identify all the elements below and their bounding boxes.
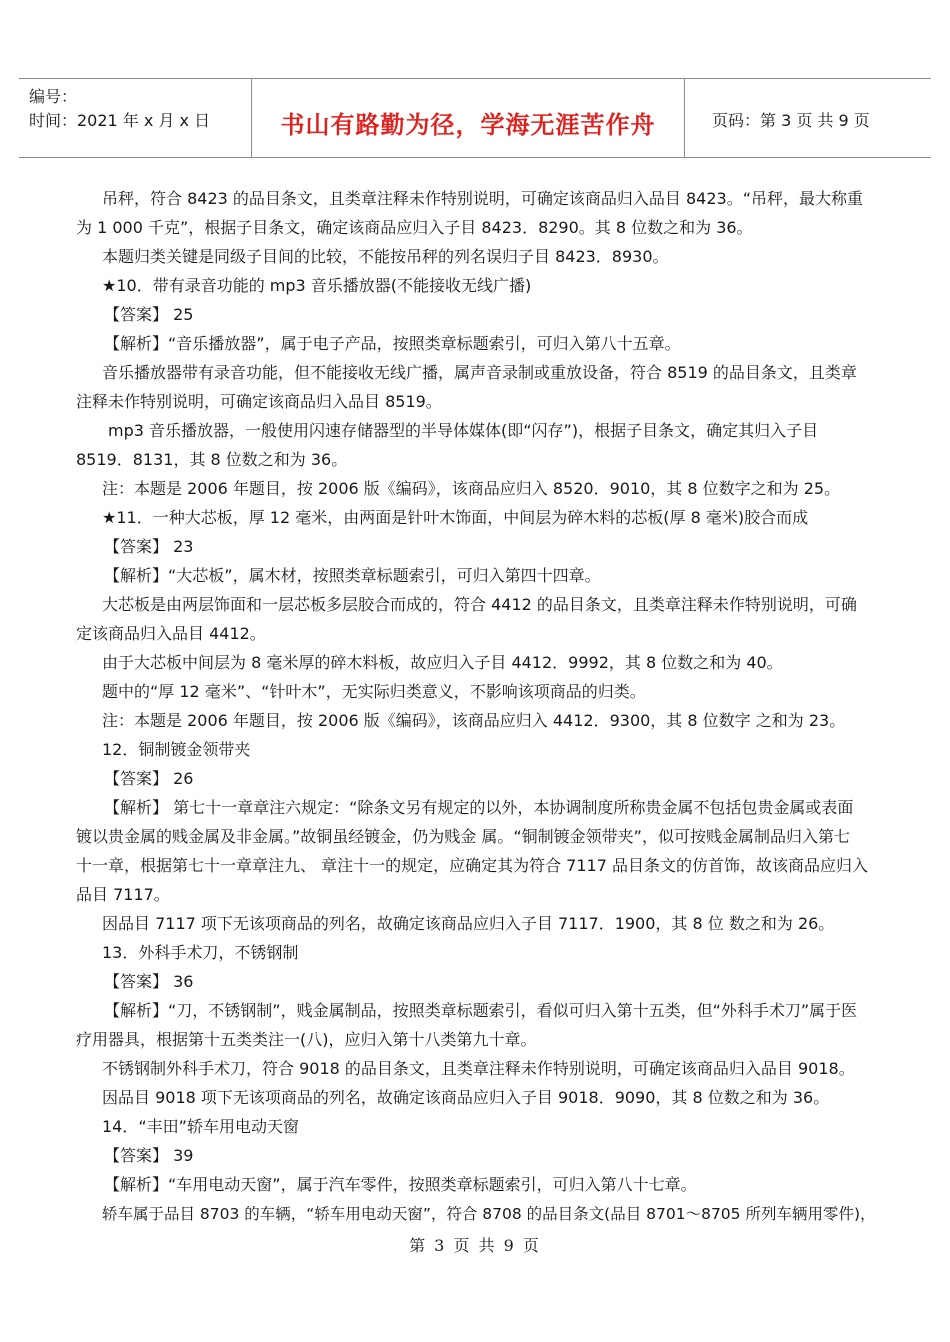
paragraph-line: 大芯板是由两层饰面和一层芯板多层胶合而成的，符合 4412 的品目条文，且类章注释未作特别说明，可确	[102, 595, 857, 614]
paragraph-line: 不锈钢制外科手术刀，符合 9018 的品目条文，且类章注释未作特别说明，可确定该商品归入品目 9018。	[102, 1059, 855, 1078]
paragraph-line: mp3 音乐播放器，一般使用闪速存储器型的半导体媒体(即“闪存”)，根据子目条文，确定其归入子目	[108, 421, 819, 440]
paragraph-line: 疗用器具，根据第十五类类注一(八)，应归入第十八类第九十章。	[76, 1030, 537, 1049]
answer-line: 【答案】 25	[104, 305, 194, 324]
analysis-line: 【解析】“刀，不锈钢制”，贱金属制品，按照类章标题索引，看似可归入第十五类，但“外科手术刀”属于医	[104, 1001, 858, 1020]
note-line: 注：本题是 2006 年题目，按 2006 版《编码》，该商品应归入 4412．9300，其 8 位数字 之和为 23。	[102, 711, 846, 730]
header-motto: 书山有路勤为径，学海无涯苦作舟	[280, 111, 656, 139]
paragraph-line: 音乐播放器带有录音功能，但不能接收无线广播，属声音录制或重放设备，符合 8519 的品目条文，且类章	[102, 363, 857, 382]
header-page-cell	[684, 79, 931, 157]
paragraph-line: 镀以贵金属的贱金属及非金属。”故铜虽经镀金，仍为贱金 属。“铜制镀金领带夹”，似可按贱金属制品归入第七	[76, 827, 850, 846]
page-footer: 第 3 页 共 9 页	[409, 1236, 541, 1255]
page-header	[19, 78, 931, 158]
question-title: 13．外科手术刀，不锈钢制	[102, 943, 299, 962]
document-time-label: 时间：2021 年 x 月 x 日	[29, 111, 211, 130]
header-motto-cell	[251, 79, 685, 157]
paragraph-line: 因品目 7117 项下无该项商品的列名，故确定该商品应归入子目 7117．1900，其 8 位 数之和为 26。	[102, 914, 835, 933]
analysis-line: 【解析】“音乐播放器”，属于电子产品，按照类章标题索引，可归入第八十五章。	[104, 334, 681, 353]
header-info-cell	[19, 79, 251, 157]
answer-line: 【答案】 36	[104, 972, 194, 991]
paragraph-line: 由于大芯板中间层为 8 毫米厚的碎木料板，故应归入子目 4412．9992，其 8 位数之和为 40。	[102, 653, 783, 672]
header-page-info: 页码：第 3 页 共 9 页	[712, 111, 870, 130]
analysis-line: 【解析】“车用电动天窗”，属于汽车零件，按照类章标题索引，可归入第八十七章。	[104, 1175, 697, 1194]
answer-line: 【答案】 26	[104, 769, 194, 788]
document-number-label: 编号：	[29, 87, 78, 106]
analysis-line: 【解析】“大芯板”，属木材，按照类章标题索引，可归入第四十四章。	[104, 566, 601, 585]
question-title: 12．铜制镀金领带夹	[102, 740, 251, 759]
paragraph-line: 品目 7117。	[76, 885, 170, 904]
paragraph-line: 定该商品归入品目 4412。	[76, 624, 266, 643]
paragraph-line: 因品目 9018 项下无该项商品的列名，故确定该商品应归入子目 9018．9090，其 8 位数之和为 36。	[102, 1088, 830, 1107]
note-line: 注：本题是 2006 年题目，按 2006 版《编码》，该商品应归入 8520．9010，其 8 位数字之和为 25。	[102, 479, 841, 498]
paragraph-line: 吊秤，符合 8423 的品目条文，且类章注释未作特别说明，可确定该商品归入品目 8423。“吊秤，最大称重	[102, 189, 863, 208]
paragraph-line: 本题归类关键是同级子目间的比较，不能按吊秤的列名误归子目 8423．8930。	[102, 247, 669, 266]
paragraph-line: 十一章，根据第七十一章章注九、 章注十一的规定，应确定其为符合 7117 品目条文的仿首饰，故该商品应归入	[76, 856, 868, 875]
question-title: ★11．一种大芯板，厚 12 毫米，由两面是针叶木饰面，中间层为碎木料的芯板(厚 8 毫米)胶合而成	[102, 508, 809, 527]
paragraph-line: 题中的“厚 12 毫米”、“针叶木”，无实际归类意义，不影响该项商品的归类。	[102, 682, 646, 701]
answer-line: 【答案】 23	[104, 537, 194, 556]
question-title: 14．“丰田”轿车用电动天窗	[102, 1117, 299, 1136]
paragraph-line: 注释未作特别说明，可确定该商品归入品目 8519。	[76, 392, 442, 411]
paragraph-line: 8519．8131，其 8 位数之和为 36。	[76, 450, 348, 469]
paragraph-line: 为 1 000 千克”，根据子目条文，确定该商品应归入子目 8423．8290。其 8 位数之和为 36。	[76, 218, 753, 237]
question-title: ★10．带有录音功能的 mp3 音乐播放器(不能接收无线广播)	[102, 276, 532, 295]
answer-line: 【答案】 39	[104, 1146, 194, 1165]
analysis-line: 【解析】 第七十一章章注六规定：“除条文另有规定的以外，本协调制度所称贵金属不包括包贵金属或表面	[104, 798, 854, 817]
paragraph-line: 轿车属于品目 8703 的车辆，“轿车用电动天窗”，符合 8708 的品目条文(品目 8701～8705 所列车辆用零件)，	[102, 1205, 876, 1223]
